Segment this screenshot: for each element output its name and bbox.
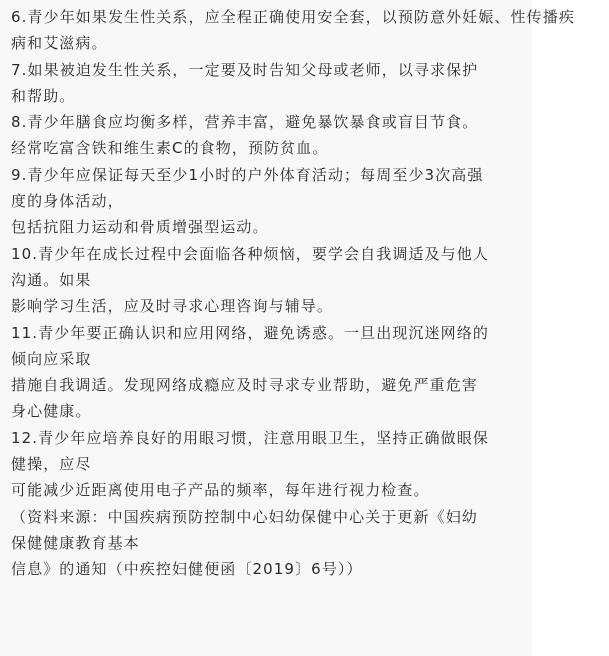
text-line: 6.青少年如果发生性关系，应全程正确使用安全套，以预防意外妊娠、性传播疾 xyxy=(11,8,575,26)
text-line: 信息》的通知（中疾控妇健便函〔2019〕6号）） xyxy=(11,560,363,579)
text-line: （资料来源：中国疾病预防控制中心妇幼保健中心关于更新《妇幼 xyxy=(11,507,478,526)
text-line: 8.青少年膳食应均衡多样，营养丰富，避免暴饮暴食或盲目节食。 xyxy=(11,113,479,132)
text-line: 影响学习生活，应及时寻求心理咨询与辅导。 xyxy=(11,297,334,316)
text-line: 经常吃富含铁和维生素C的食物，预防贫血。 xyxy=(11,139,329,158)
text-line: 10.青少年在成长过程中会面临各种烦恼，要学会自我调适及与他人 xyxy=(11,244,489,263)
text-line: 病和艾滋病。 xyxy=(11,34,108,53)
article-text xyxy=(11,4,575,583)
text-line: 措施自我调适。发现网络成瘾应及时寻求专业帮助，避免严重危害 xyxy=(11,376,478,395)
text-line: 健操，应尽 xyxy=(11,455,92,474)
text-line: 沟通。如果 xyxy=(11,270,92,289)
text-line: 倾向应采取 xyxy=(11,349,92,368)
text-line: 9.青少年应保证每天至少1小时的户外体育活动；每周至少3次高强 xyxy=(11,165,484,184)
text-line: 12.青少年应培养良好的用眼习惯，注意用眼卫生，坚持正确做眼保 xyxy=(11,428,489,447)
text-line: 7.如果被迫发生性关系，一定要及时告知父母或老师，以寻求保护 xyxy=(11,60,479,79)
text-line: 和帮助。 xyxy=(11,86,76,105)
text-line: 保健健康教育基本 xyxy=(11,533,140,552)
text-line: 可能减少近距离使用电子产品的频率，每年进行视力检查。 xyxy=(11,481,430,500)
text-line: 度的身体活动， xyxy=(11,192,124,211)
text-line: 身心健康。 xyxy=(11,402,92,421)
text-line: 11.青少年要正确认识和应用网络，避免诱惑。一旦出现沉迷网络的 xyxy=(11,323,489,342)
text-line: 包括抗阻力运动和骨质增强型运动。 xyxy=(11,218,269,237)
